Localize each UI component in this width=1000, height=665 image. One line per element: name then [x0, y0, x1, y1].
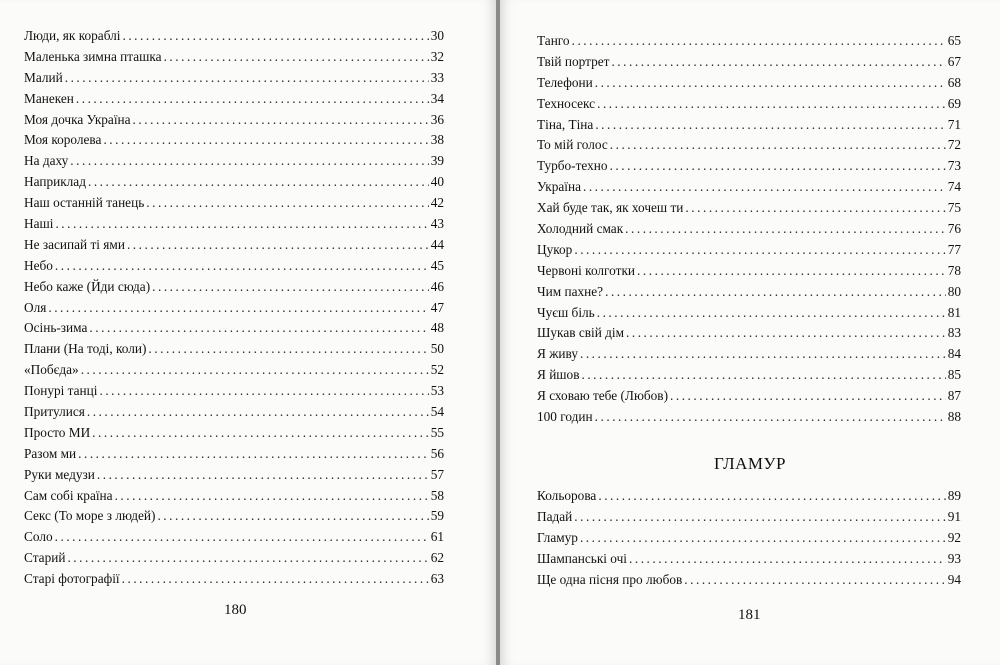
dot-leader: [583, 177, 946, 198]
toc-entry-title: Осінь-зима: [24, 320, 88, 336]
toc-entry-title: На даху: [24, 153, 69, 169]
toc-entry-page: 58: [430, 487, 444, 503]
toc-entry: [537, 570, 961, 591]
toc-entry: [24, 381, 444, 402]
toc-entry-page: 73: [947, 158, 961, 174]
toc-entry-page: 85: [947, 367, 961, 383]
toc-entry-page: 87: [947, 388, 961, 404]
toc-entry: [537, 323, 961, 344]
toc-entry-title: Притулися: [24, 404, 85, 420]
toc-entry-title: Манекен: [24, 90, 74, 106]
left-page: [0, 0, 496, 665]
toc-entry: [537, 549, 961, 570]
toc-entry-title: Разом ми: [24, 445, 77, 461]
dot-leader: [611, 52, 945, 73]
toc-entry: [537, 31, 961, 52]
toc-entry: [24, 339, 444, 360]
toc-section-list: [537, 486, 961, 590]
toc-entry-page: 68: [947, 74, 961, 90]
dot-leader: [152, 277, 429, 298]
toc-entry-page: 32: [430, 48, 444, 64]
toc-entry: [24, 423, 444, 444]
toc-entry-title: Чим пахне?: [537, 283, 604, 299]
toc-entry-page: 94: [947, 571, 961, 587]
dot-leader: [670, 386, 946, 407]
toc-entry-page: 53: [430, 383, 444, 399]
toc-entry-page: 72: [947, 137, 961, 153]
toc-entry-page: 48: [430, 320, 444, 336]
toc-entry-page: 69: [947, 95, 961, 111]
dot-leader: [81, 360, 429, 381]
toc-entry: [537, 135, 961, 156]
dot-leader: [610, 156, 946, 177]
toc-entry-page: 47: [430, 299, 444, 315]
toc-entry-title: Небо: [24, 257, 53, 273]
toc-entry-title: Шукав свій дім: [537, 325, 625, 341]
toc-entry: [537, 507, 961, 528]
toc-entry: [24, 506, 444, 527]
dot-leader: [597, 303, 946, 324]
toc-entry: [537, 52, 961, 73]
dot-leader: [574, 507, 945, 528]
toc-entry: [537, 219, 961, 240]
toc-entry-page: 93: [947, 550, 961, 566]
toc-entry-title: Україна: [537, 179, 581, 195]
toc-entry-title: Шампанські очі: [537, 550, 627, 566]
toc-entry: [24, 402, 444, 423]
toc-entry: [537, 198, 961, 219]
toc-entry-page: 38: [430, 132, 444, 148]
toc-entry: [24, 360, 444, 381]
toc-entry: [537, 303, 961, 324]
toc-entry-page: 50: [430, 341, 444, 357]
toc-entry: [537, 156, 961, 177]
toc-entry-page: 76: [947, 221, 961, 237]
toc-entry: [537, 73, 961, 94]
toc-entry: [537, 365, 961, 386]
toc-entry-page: 89: [947, 488, 961, 503]
toc-entry-page: 33: [430, 69, 444, 85]
dot-leader: [595, 115, 945, 136]
toc-entry-title: Просто МИ: [24, 424, 91, 440]
toc-entry: [537, 177, 961, 198]
toc-entry: [24, 277, 444, 298]
toc-entry-title: Турбо-техно: [537, 158, 608, 174]
toc-list: [24, 26, 444, 590]
toc-list: [537, 31, 961, 428]
toc-entry-title: Моя дочка Україна: [24, 111, 131, 127]
toc-entry-title: Чуєш біль: [537, 304, 595, 320]
toc-entry: [24, 110, 444, 131]
dot-leader: [625, 219, 946, 240]
dot-leader: [685, 198, 945, 219]
dot-leader: [580, 528, 946, 549]
toc-entry-page: 57: [430, 466, 444, 482]
page-number: 180: [224, 602, 247, 618]
toc-entry-title: Оля: [24, 299, 47, 315]
toc-entry: [537, 386, 961, 407]
toc-entry: [24, 130, 444, 151]
toc-entry-page: 55: [430, 424, 444, 440]
toc-entry-title: Ще одна пісня про любов: [537, 571, 683, 587]
toc-entry-title: Я сховаю тебе (Любов): [537, 388, 669, 404]
dot-leader: [55, 527, 429, 548]
toc-entry-page: 40: [430, 174, 444, 190]
toc-entry: [24, 151, 444, 172]
toc-entry-page: 88: [947, 409, 961, 425]
toc-entry-title: Старий: [24, 550, 66, 566]
toc-entry: [24, 26, 444, 47]
toc-entry: [24, 256, 444, 277]
toc-entry-page: 65: [947, 33, 961, 48]
toc-entry-title: Люди, як кораблі: [24, 28, 121, 43]
toc-entry-page: 80: [947, 283, 961, 299]
dot-leader: [67, 548, 428, 569]
dot-leader: [146, 193, 428, 214]
toc-entry: [537, 407, 961, 428]
toc-entry: [537, 115, 961, 136]
toc-entry-page: 83: [947, 325, 961, 341]
toc-entry-title: Малий: [24, 69, 63, 85]
dot-leader: [48, 298, 428, 319]
dot-leader: [598, 486, 945, 507]
dot-leader: [55, 214, 428, 235]
toc-entry-page: 46: [430, 278, 444, 294]
toc-entry-page: 77: [947, 241, 961, 257]
dot-leader: [55, 256, 429, 277]
toc-entry-page: 91: [947, 508, 961, 524]
dot-leader: [65, 68, 429, 89]
dot-leader: [115, 486, 429, 507]
toc-entry-page: 52: [430, 362, 444, 378]
toc-entry: [24, 89, 444, 110]
toc-entry-page: 62: [430, 550, 444, 566]
toc-entry: [24, 47, 444, 68]
toc-entry-title: Кольорова: [537, 488, 597, 503]
toc-entry: [537, 344, 961, 365]
dot-leader: [78, 444, 429, 465]
right-page: [500, 0, 1000, 665]
dot-leader: [605, 282, 946, 303]
toc-entry-page: 92: [947, 529, 961, 545]
toc-entry: [24, 172, 444, 193]
dot-leader: [164, 47, 429, 68]
toc-entry-title: Наш останній танець: [24, 195, 145, 211]
toc-entry-page: 34: [430, 90, 444, 106]
toc-entry: [24, 486, 444, 507]
dot-leader: [637, 261, 946, 282]
dot-leader: [580, 344, 946, 365]
toc-entry-title: Небо каже (Йди сюда): [24, 278, 151, 294]
toc-entry: [537, 94, 961, 115]
toc-entry-title: То мій голос: [537, 137, 608, 153]
dot-leader: [127, 235, 429, 256]
toc-entry: [24, 193, 444, 214]
toc-entry-title: Твій портрет: [537, 53, 610, 69]
toc-entry-title: Холодний смак: [537, 221, 624, 237]
toc-entry-page: 84: [947, 346, 961, 362]
toc-entry-title: Хай буде так, як хочеш ти: [537, 200, 684, 216]
toc-entry-page: 42: [430, 195, 444, 211]
toc-entry-title: Танго: [537, 33, 570, 48]
dot-leader: [103, 130, 428, 151]
toc-entry-title: Маленька зимна пташка: [24, 48, 162, 64]
toc-entry: [537, 240, 961, 261]
dot-leader: [595, 407, 946, 428]
dot-leader: [122, 26, 428, 47]
toc-entry: [24, 444, 444, 465]
dot-leader: [87, 402, 429, 423]
section-title: ГЛАМУР: [714, 454, 786, 473]
toc-entry-title: «Побєда»: [24, 362, 79, 378]
toc-entry-title: Техносекс: [537, 95, 596, 111]
toc-entry-page: 39: [430, 153, 444, 169]
toc-entry-title: Тіна, Тіна: [537, 116, 594, 132]
dot-leader: [581, 365, 945, 386]
dot-leader: [595, 73, 946, 94]
dot-leader: [92, 423, 429, 444]
toc-entry-title: Секс (То море з людей): [24, 508, 156, 524]
toc-entry-title: Соло: [24, 529, 53, 545]
dot-leader: [626, 323, 946, 344]
toc-entry-page: 71: [947, 116, 961, 132]
toc-entry-page: 81: [947, 304, 961, 320]
toc-entry-title: Гламур: [537, 529, 578, 545]
dot-leader: [122, 569, 429, 590]
dot-leader: [684, 570, 945, 591]
toc-entry-title: Я йшов: [537, 367, 580, 383]
toc-entry-title: Старі фотографії: [24, 571, 120, 587]
toc-entry-page: 45: [430, 257, 444, 273]
toc-entry: [537, 486, 961, 507]
toc-entry-page: 43: [430, 216, 444, 232]
toc-entry-page: 61: [430, 529, 444, 545]
dot-leader: [629, 549, 946, 570]
toc-entry: [24, 548, 444, 569]
page-number: 181: [738, 607, 761, 623]
toc-entry-title: Наші: [24, 216, 54, 232]
toc-entry-page: 78: [947, 262, 961, 278]
toc-entry: [24, 214, 444, 235]
toc-entry-page: 74: [947, 179, 961, 195]
toc-entry-title: Падай: [537, 508, 573, 524]
dot-leader: [572, 31, 946, 52]
toc-entry-title: Понурі танці: [24, 383, 98, 399]
toc-entry-title: 100 годин: [537, 409, 593, 425]
toc-entry-page: 54: [430, 404, 444, 420]
toc-entry: [24, 235, 444, 256]
toc-entry-page: 75: [947, 200, 961, 216]
toc-entry-title: Плани (На тоді, коли): [24, 341, 147, 357]
toc-entry: [537, 282, 961, 303]
dot-leader: [133, 110, 429, 131]
dot-leader: [99, 381, 428, 402]
dot-leader: [597, 94, 946, 115]
toc-entry-page: 36: [430, 111, 444, 127]
toc-entry: [24, 465, 444, 486]
toc-entry: [24, 569, 444, 590]
dot-leader: [70, 151, 428, 172]
dot-leader: [88, 172, 429, 193]
toc-entry-title: Сам собі країна: [24, 487, 113, 503]
dot-leader: [157, 506, 428, 527]
toc-entry-page: 59: [430, 508, 444, 524]
toc-entry-title: Червоні колготки: [537, 262, 636, 278]
toc-entry: [537, 261, 961, 282]
toc-entry: [24, 68, 444, 89]
dot-leader: [610, 135, 946, 156]
toc-entry-title: Я живу: [537, 346, 578, 362]
toc-entry-page: 63: [430, 571, 444, 587]
toc-entry: [24, 527, 444, 548]
toc-entry: [24, 298, 444, 319]
dot-leader: [97, 465, 429, 486]
toc-entry-title: Цукор: [537, 241, 573, 257]
toc-entry-title: Моя королева: [24, 132, 102, 148]
dot-leader: [574, 240, 945, 261]
toc-entry: [537, 528, 961, 549]
toc-entry-page: 56: [430, 445, 444, 461]
toc-entry-page: 67: [947, 53, 961, 69]
toc-entry-title: Телефони: [537, 74, 593, 90]
toc-entry-title: Наприклад: [24, 174, 86, 190]
toc-entry-title: Руки медузи: [24, 466, 95, 482]
dot-leader: [89, 318, 428, 339]
dot-leader: [148, 339, 428, 360]
toc-entry: [24, 318, 444, 339]
toc-entry-page: 30: [430, 28, 444, 43]
dot-leader: [76, 89, 429, 110]
toc-entry-title: Не засипай ті ями: [24, 236, 125, 252]
toc-entry-page: 44: [430, 236, 444, 252]
